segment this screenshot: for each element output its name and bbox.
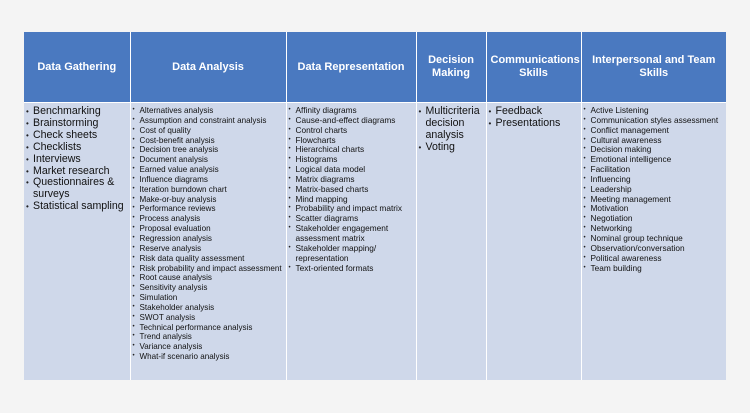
list-item: • Matrix-based charts [289, 185, 414, 195]
list-item: • Histograms [289, 155, 414, 165]
list-item: • Document analysis [133, 155, 284, 165]
techniques-table-container [24, 32, 726, 380]
list-item: • Influencing [584, 175, 725, 185]
list-item: • Checklists [26, 142, 128, 154]
list-item: • Alternatives analysis [133, 106, 284, 116]
list-item: • Stakeholder analysis [133, 303, 284, 313]
list-decision-making [419, 106, 484, 154]
header-data-representation: Data Representation [286, 32, 416, 103]
header-row [24, 32, 726, 103]
list-item: • Nominal group technique [584, 234, 725, 244]
list-item: • Earned value analysis [133, 165, 284, 175]
list-item: • Hierarchical charts [289, 145, 414, 155]
list-item: • Check sheets [26, 130, 128, 142]
header-interpersonal-team-skills: Interpersonal and Team Skills [581, 32, 726, 103]
list-item: • Feedback [489, 106, 579, 118]
list-item: • Active Listening [584, 106, 725, 116]
list-item: • Matrix diagrams [289, 175, 414, 185]
list-item: • What-if scenario analysis [133, 352, 284, 362]
cell-data-representation [286, 103, 416, 381]
cell-data-analysis [130, 103, 286, 381]
cell-data-gathering [24, 103, 130, 381]
list-item: • Risk data quality assessment [133, 254, 284, 264]
list-item: • Proposal evaluation [133, 224, 284, 234]
list-item: • Presentations [489, 118, 579, 130]
list-data-analysis [133, 106, 284, 362]
list-item: • Political awareness [584, 254, 725, 264]
content-row [24, 103, 726, 381]
list-item: • Influence diagrams [133, 175, 284, 185]
list-item: • Interviews [26, 154, 128, 166]
cell-interpersonal-team-skills [581, 103, 726, 381]
list-item: • Team building [584, 264, 725, 274]
list-item: • Flowcharts [289, 136, 414, 146]
header-communications-skills: Communications Skills [486, 32, 581, 103]
list-item: • Stakeholder mapping/ representation [289, 244, 414, 264]
list-item: • Cost-benefit analysis [133, 136, 284, 146]
list-item: • Leadership [584, 185, 725, 195]
list-item: • Cost of quality [133, 126, 284, 136]
list-item: • Mind mapping [289, 195, 414, 205]
list-item: • Meeting management [584, 195, 725, 205]
list-item: • Multicriteria decision analysis [419, 106, 484, 142]
list-item: • Questionnaires & surveys [26, 177, 128, 201]
list-item: • Scatter diagrams [289, 214, 414, 224]
list-item: • Decision tree analysis [133, 145, 284, 155]
list-item: • Root cause analysis [133, 273, 284, 283]
cell-decision-making [416, 103, 486, 381]
list-item: • Conflict management [584, 126, 725, 136]
list-item: • Stakeholder engagement assessment matrix [289, 224, 414, 244]
list-item: • Probability and impact matrix [289, 204, 414, 214]
list-item: • Benchmarking [26, 106, 128, 118]
list-item: • Cultural awareness [584, 136, 725, 146]
list-item: • Make-or-buy analysis [133, 195, 284, 205]
list-item: • Technical performance analysis [133, 323, 284, 333]
header-data-analysis: Data Analysis [130, 32, 286, 103]
list-item: • Sensitivity analysis [133, 283, 284, 293]
cell-communications-skills [486, 103, 581, 381]
techniques-table [24, 32, 726, 380]
header-decision-making: Decision Making [416, 32, 486, 103]
list-item: • Cause-and-effect diagrams [289, 116, 414, 126]
list-item: • Reserve analysis [133, 244, 284, 254]
list-item: • Decision making [584, 145, 725, 155]
list-data-representation [289, 106, 414, 273]
list-item: • Statistical sampling [26, 201, 128, 213]
list-item: • Performance reviews [133, 204, 284, 214]
list-item: • Affinity diagrams [289, 106, 414, 116]
list-item: • Text-oriented formats [289, 264, 414, 274]
list-item: • Observation/conversation [584, 244, 725, 254]
list-item: • Variance analysis [133, 342, 284, 352]
list-item: • Communication styles assessment [584, 116, 725, 126]
list-item: • Risk probability and impact assessment [133, 264, 284, 274]
list-item: • Voting [419, 142, 484, 154]
list-item: • Networking [584, 224, 725, 234]
list-item: • Simulation [133, 293, 284, 303]
list-item: • Control charts [289, 126, 414, 136]
list-item: • Emotional intelligence [584, 155, 725, 165]
header-data-gathering: Data Gathering [24, 32, 130, 103]
list-item: • Motivation [584, 204, 725, 214]
list-item: • Negotiation [584, 214, 725, 224]
list-item: • Trend analysis [133, 332, 284, 342]
list-item: • Brainstorming [26, 118, 128, 130]
list-data-gathering [26, 106, 128, 213]
list-item: • Facilitation [584, 165, 725, 175]
list-item: • Market research [26, 166, 128, 178]
list-item: • Logical data model [289, 165, 414, 175]
list-item: • SWOT analysis [133, 313, 284, 323]
list-interpersonal-team-skills [584, 106, 725, 273]
list-item: • Process analysis [133, 214, 284, 224]
list-item: • Iteration burndown chart [133, 185, 284, 195]
list-item: • Regression analysis [133, 234, 284, 244]
list-communications-skills [489, 106, 579, 130]
list-item: • Assumption and constraint analysis [133, 116, 284, 126]
